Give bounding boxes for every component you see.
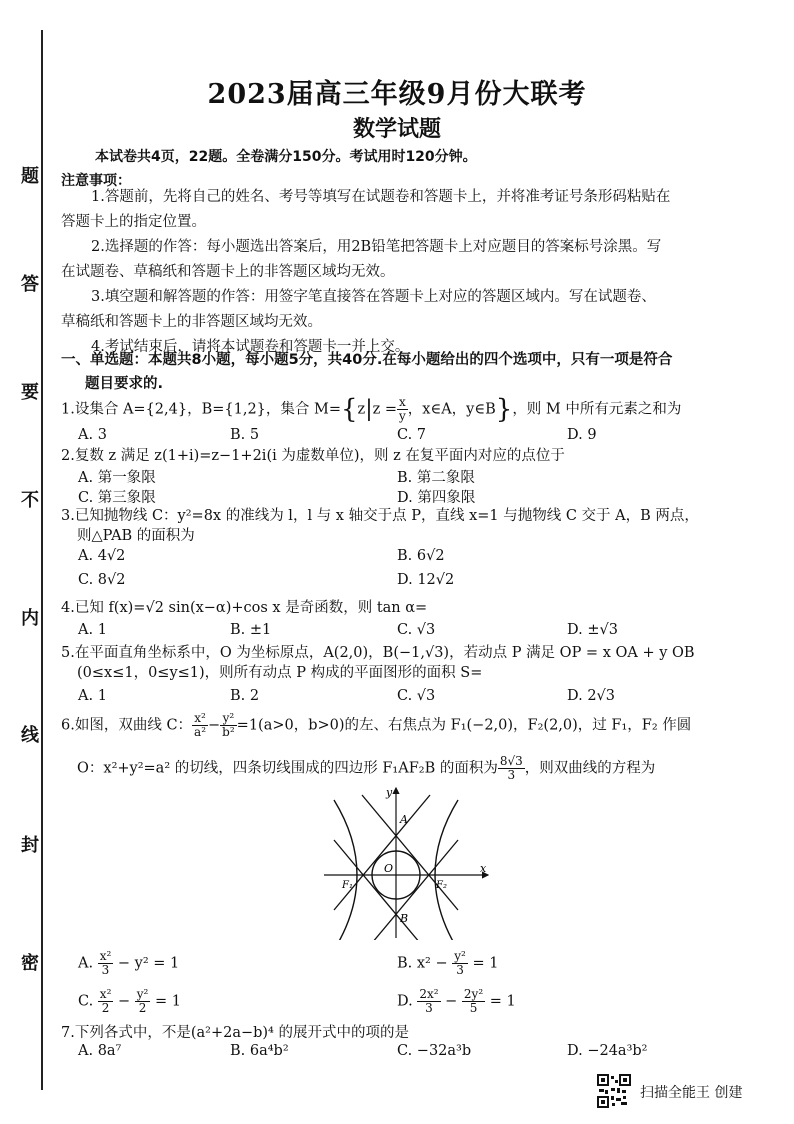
question-2: 2.复数 z 满足 z(1+i)=z−1+2i(i 为虚数单位)，则 z 在复平面内对应的点位于 bbox=[61, 448, 565, 464]
q1-option-d: D. 9 bbox=[567, 427, 597, 443]
q4-option-a: A. 1 bbox=[78, 622, 107, 638]
note-line: 1.答题前，先将自己的姓名、考号等填写在试题卷和答题卡上，并将准考证号条形码粘贴在 bbox=[91, 189, 671, 205]
q6-option-a bbox=[78, 950, 179, 977]
frac-den: b² bbox=[222, 725, 235, 739]
frac-den: 5 bbox=[469, 1001, 478, 1015]
q1-stem-end: ，则 M 中所有元素之和为 bbox=[512, 401, 682, 418]
question-7: 7.下列各式中，不是(a²+2a−b)⁴ 的展开式中的项的是 bbox=[61, 1025, 409, 1041]
q6-stem-cont: ，则双曲线的方程为 bbox=[524, 760, 656, 777]
q6-option-b bbox=[397, 950, 498, 977]
binding-char: 线 bbox=[21, 725, 39, 746]
section-heading bbox=[61, 348, 751, 396]
option-mid: − bbox=[117, 993, 131, 1010]
binding-char: 内 bbox=[21, 608, 39, 629]
q1-stem: 1.设集合 A={2,4}，B={1,2}，集合 M= bbox=[61, 401, 341, 418]
option-rest: − y² = 1 bbox=[117, 955, 180, 972]
q4-option-b: B. ±1 bbox=[230, 622, 272, 638]
note-line: 答题卡上的指定位置。 bbox=[61, 214, 206, 230]
exam-title: 2023届高三年级9月份大联考 bbox=[207, 79, 587, 110]
q6-stem: O：x²+y²=a² 的切线，四条切线围成的四边形 F₁AF₂B 的面积为 bbox=[77, 760, 498, 777]
q4-option-c: C. √3 bbox=[397, 622, 436, 638]
frac-num: x² bbox=[192, 712, 208, 726]
option-label: D. bbox=[397, 993, 413, 1010]
frac-den: 3 bbox=[507, 768, 516, 782]
frac-den: 3 bbox=[101, 963, 110, 977]
question-3 bbox=[61, 506, 761, 546]
frac-num: y² bbox=[220, 712, 237, 726]
question-4: 4.已知 f(x)=√2 sin(x−α)+cos x 是奇函数，则 tan α= bbox=[61, 600, 428, 616]
binding-char: 封 bbox=[21, 835, 39, 856]
frac-num: 8√3 bbox=[499, 754, 523, 768]
frac-num: y² bbox=[454, 949, 466, 963]
q1-set-cond: ，x∈A，y∈B bbox=[407, 401, 496, 418]
qr-code-icon bbox=[597, 1074, 631, 1108]
q6-stem: 6.如图，双曲线 C： bbox=[61, 717, 193, 734]
binding-line bbox=[41, 30, 43, 1090]
exam-subtitle: 数学试题 bbox=[352, 117, 441, 142]
section-line: 一、单选题：本题共8小题，每小题5分，共40分.在每小题给出的四个选项中，只有一项是符合 bbox=[61, 352, 673, 368]
y-axis-label: y bbox=[386, 786, 393, 799]
q6-option-d bbox=[397, 988, 516, 1015]
frac-den: 2 bbox=[101, 1001, 110, 1015]
x-axis-label: x bbox=[480, 862, 487, 875]
question-5 bbox=[61, 643, 761, 683]
option-rest: = 1 bbox=[489, 993, 516, 1010]
q2-option-d: D. 第四象限 bbox=[397, 490, 476, 506]
question-6-line-1 bbox=[61, 712, 761, 739]
q5-option-d: D. 2√3 bbox=[567, 688, 616, 704]
option-label: A. bbox=[78, 955, 94, 972]
frac-den: 3 bbox=[456, 963, 464, 977]
binding-char: 不 bbox=[21, 490, 39, 511]
q3-stem-line: 则△PAB 的面积为 bbox=[77, 528, 195, 544]
focus-f2-label: F₂ bbox=[436, 880, 447, 891]
q1-option-c: C. 7 bbox=[397, 427, 427, 443]
binding-char: 答 bbox=[21, 274, 39, 295]
q2-option-b: B. 第二象限 bbox=[397, 470, 475, 486]
hyperbola-figure bbox=[320, 780, 500, 940]
q6-frac-area bbox=[498, 755, 525, 782]
frac-num: 2y² bbox=[463, 987, 484, 1001]
origin-label: O bbox=[384, 862, 394, 875]
option-rest: = 1 bbox=[472, 955, 499, 972]
note-line: 3.填空题和解答题的作答：用签字笔直接答在答题卡上对应的答题区域内。写在试题卷、 bbox=[91, 289, 656, 305]
q2-option-c: C. 第三象限 bbox=[78, 490, 156, 506]
frac-num: x bbox=[399, 395, 406, 409]
point-a-label: A bbox=[400, 813, 408, 826]
q1-fraction bbox=[397, 396, 408, 423]
notes-heading: 注意事项： bbox=[61, 173, 131, 189]
note-line: 草稿纸和答题卡上的非答题区域均无效。 bbox=[61, 314, 322, 330]
frac-den: a² bbox=[194, 725, 207, 739]
q3-option-c: C. 8√2 bbox=[78, 572, 126, 588]
frac-num: y² bbox=[136, 987, 149, 1001]
q2-option-a: A. 第一象限 bbox=[78, 470, 156, 486]
option-fraction bbox=[452, 950, 468, 977]
q6-minus: − bbox=[208, 717, 221, 734]
frac-den: y bbox=[399, 409, 406, 423]
q3-stem-line: 3.已知抛物线 C：y²=8x 的准线为 l，l 与 x 轴交于点 P，直线 x=1 与抛物线 C 交于 A，B 两点， bbox=[61, 508, 699, 524]
point-b-label: B bbox=[400, 912, 409, 925]
binding-char: 要 bbox=[21, 382, 39, 403]
option-pre: x² − bbox=[416, 955, 448, 972]
option-rest: = 1 bbox=[154, 993, 181, 1010]
hyperbola-right-branch bbox=[435, 800, 458, 940]
note-line: 2.选择题的作答：每小题选出答案后，用2B铅笔把答题卡上对应题目的答案标号涂黑。写 bbox=[91, 239, 662, 255]
tangent-line bbox=[334, 795, 430, 910]
q5-option-a: A. 1 bbox=[78, 688, 107, 704]
q5-stem-line: (0≤x≤1，0≤y≤1)，则所有动点 P 构成的平面图形的面积 S= bbox=[77, 665, 483, 681]
q4-option-d: D. ±√3 bbox=[567, 622, 618, 638]
q7-option-c: C. −32a³b bbox=[397, 1043, 472, 1059]
q5-stem-line: 5.在平面直角坐标系中，O 为坐标原点，A(2,0)，B(−1,√3)，若动点 P 满足 OP = x OA + y OB bbox=[61, 645, 695, 661]
q3-option-b: B. 6√2 bbox=[397, 548, 445, 564]
option-fraction bbox=[462, 988, 485, 1015]
q5-option-b: B. 2 bbox=[230, 688, 260, 704]
option-fraction bbox=[417, 988, 440, 1015]
question-1: 1.设集合 A={2,4}，B={1,2}，集合 M={z|z = $\frac{x}{y}$ ，x∈A，y∈B}，则 M 中所有元素之和为 bbox=[61, 394, 682, 425]
q6-option-c bbox=[78, 988, 181, 1015]
q1-set-def: z = bbox=[372, 401, 398, 418]
binding-char: 密 bbox=[21, 953, 39, 974]
frac-num: 2x² bbox=[419, 987, 439, 1001]
q6-frac-x bbox=[192, 712, 208, 739]
option-fraction bbox=[98, 988, 114, 1015]
note-line: 4.考试结束后，请将本试题卷和答题卡一并上交。 bbox=[91, 339, 410, 355]
q7-option-d: D. −24a³b² bbox=[567, 1043, 648, 1059]
q1-option-b: B. 5 bbox=[230, 427, 260, 443]
focus-f1-label: F₁ bbox=[342, 880, 353, 891]
footer-watermark: 扫描全能王 创建 bbox=[640, 1085, 743, 1101]
q6-frac-y bbox=[220, 712, 237, 739]
notes-list bbox=[61, 185, 751, 360]
option-fraction bbox=[135, 988, 151, 1015]
q5-option-c: C. √3 bbox=[397, 688, 436, 704]
q6-stem-cont: =1(a>0，b>0)的左、右焦点为 F₁(−2,0)，F₂(2,0)，过 F₁，F₂ 作圆 bbox=[236, 717, 692, 734]
hyperbola-left-branch bbox=[334, 800, 357, 940]
frac-num: x² bbox=[99, 949, 112, 963]
option-mid: − bbox=[445, 993, 458, 1010]
option-fraction bbox=[98, 950, 114, 977]
q1-set-var: z bbox=[357, 401, 366, 418]
q3-option-d: D. 12√2 bbox=[397, 572, 455, 588]
q3-option-a: A. 4√2 bbox=[78, 548, 126, 564]
option-label: B. bbox=[397, 955, 413, 972]
frac-num: x² bbox=[99, 987, 112, 1001]
frac-den: 2 bbox=[138, 1001, 147, 1015]
q7-option-b: B. 6a⁴b² bbox=[230, 1043, 289, 1059]
section-line: 题目要求的. bbox=[85, 376, 164, 392]
q1-option-a: A. 3 bbox=[78, 427, 107, 443]
binding-char: 题 bbox=[21, 166, 39, 187]
note-line: 在试题卷、草稿纸和答题卡上的非答题区域均无效。 bbox=[61, 264, 395, 280]
frac-den: 3 bbox=[425, 1001, 433, 1015]
exam-info: 本试卷共4页，22题。全卷满分150分。考试用时120分钟。 bbox=[95, 149, 477, 165]
q7-option-a: A. 8a⁷ bbox=[78, 1043, 122, 1059]
option-label: C. bbox=[78, 993, 94, 1010]
tangent-line bbox=[362, 795, 458, 910]
question-6-line-2 bbox=[77, 755, 777, 782]
